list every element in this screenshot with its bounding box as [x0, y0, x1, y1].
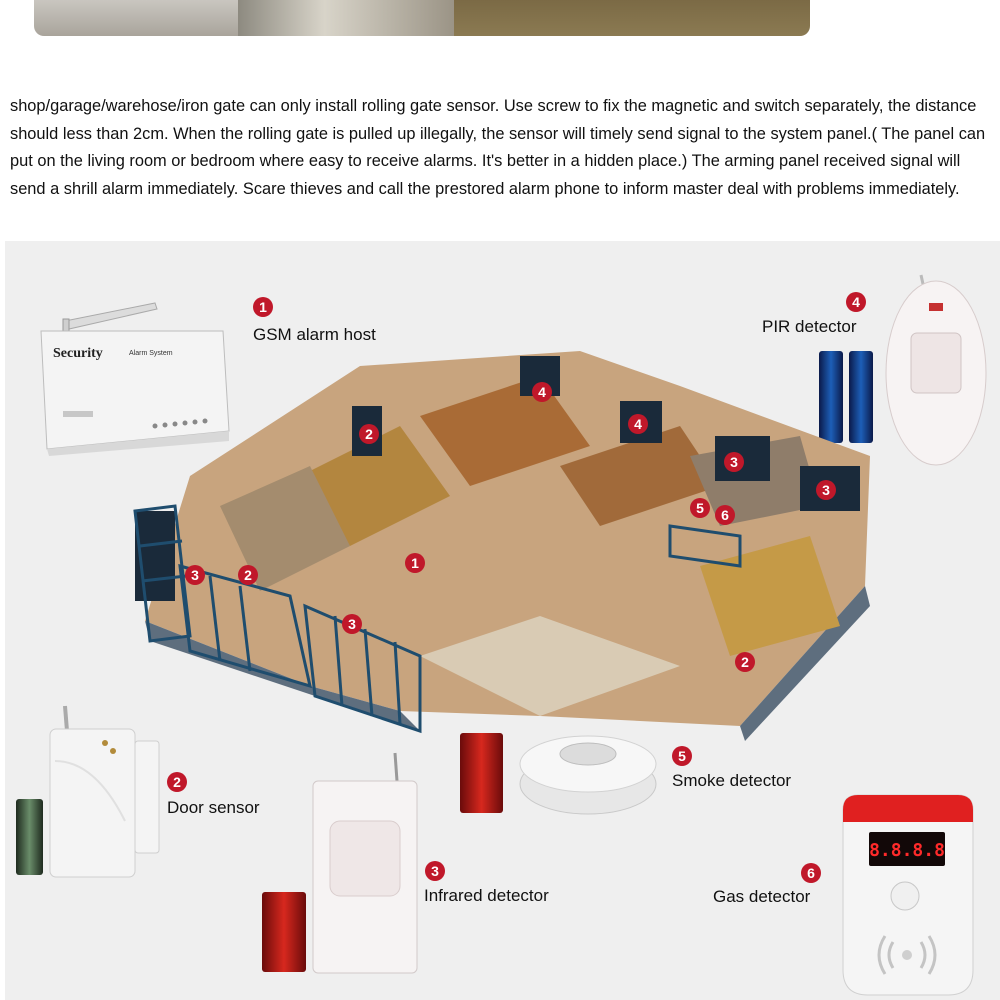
floorplan-marker-2: 2	[735, 652, 755, 672]
product-number-3: 3	[425, 861, 445, 881]
floorplan-marker-5: 5	[690, 498, 710, 518]
door-sensor-battery	[16, 799, 43, 875]
product-label-smoke-detector: Smoke detector	[672, 771, 792, 790]
product-label-gsm-alarm-host: GSM alarm host	[253, 325, 376, 344]
product-number-4: 4	[846, 292, 866, 312]
smoke-detector-image	[513, 724, 663, 819]
product-label-gas-detector: Gas detector	[713, 887, 811, 906]
floorplan-marker-1: 1	[405, 553, 425, 573]
floorplan-marker-4: 4	[532, 382, 552, 402]
gas-display-readout: 8.8.8.8	[869, 840, 945, 861]
floorplan-marker-2: 2	[359, 424, 379, 444]
floorplan-marker-4: 4	[628, 414, 648, 434]
description-text: shop/garage/warehose/iron gate can only install rolling gate sensor. Use screw to fix the magnetic and switch separately, the distance should less than 2cm. When the rolling gate is pulled up illegally, the sensor will timely send signal to the system panel.( The panel can put on the living room or bedroom where easy to receive alarms. It's better in a hidden place.) The arming panel received signal will send a shrill alarm immediately. Scare thieves and call the prestored alarm phone to inform master deal with problems immediately.	[10, 97, 986, 198]
product-label-door-sensor: Door sensor	[167, 798, 260, 817]
photo-2	[238, 0, 454, 36]
infrared-battery	[262, 892, 306, 972]
floorplan-marker-3: 3	[185, 565, 205, 585]
host-subtitle-text: Alarm System	[129, 350, 173, 357]
product-number-5: 5	[672, 746, 692, 766]
product-label-pir-detector: PIR detector	[762, 317, 857, 336]
house-floorplan-image	[120, 336, 885, 741]
product-label-infrared-detector: Infrared detector	[424, 886, 549, 905]
floorplan-marker-6: 6	[715, 505, 735, 525]
floorplan-marker-3: 3	[724, 452, 744, 472]
floorplan-marker-2: 2	[238, 565, 258, 585]
host-brand-text: Security	[53, 346, 103, 361]
gas-detector-image	[833, 790, 983, 1000]
floorplan-marker-3: 3	[342, 614, 362, 634]
product-number-2: 2	[167, 772, 187, 792]
infrared-detector-image	[305, 751, 425, 976]
smoke-battery	[460, 733, 503, 813]
product-number-1: 1	[253, 297, 273, 317]
top-photo-strip	[34, 0, 810, 36]
pir-detector-image	[881, 273, 991, 468]
photo-1	[34, 0, 238, 36]
photo-3	[454, 0, 810, 36]
product-number-6: 6	[801, 863, 821, 883]
floorplan-marker-3: 3	[816, 480, 836, 500]
product-diagram-panel	[5, 241, 1000, 1000]
